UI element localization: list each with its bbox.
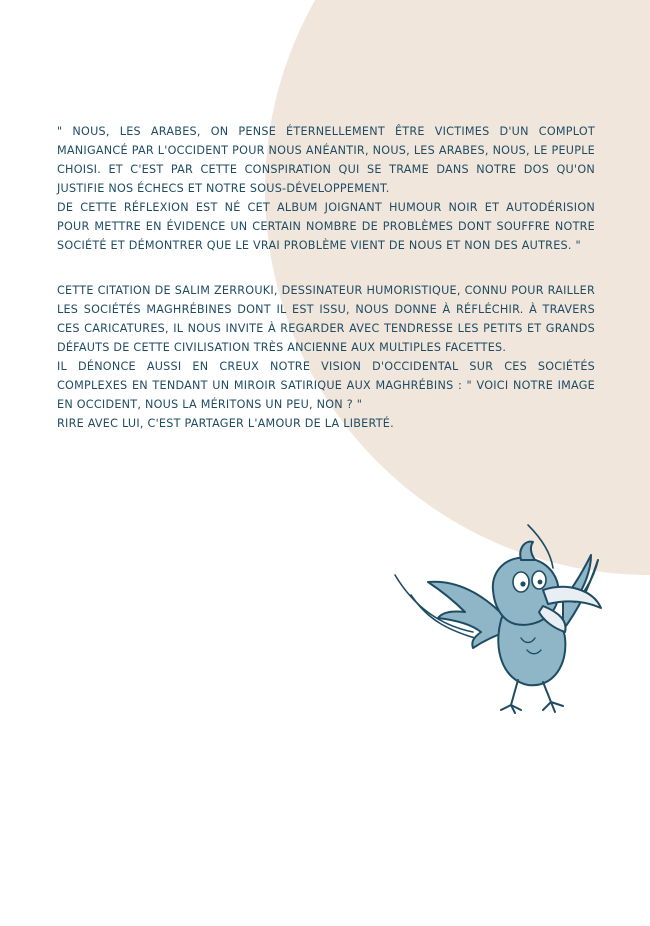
- description-paragraph: RIRE AVEC LUI, C'EST PARTAGER L'AMOUR DE LA LIBERTÉ.: [57, 417, 394, 430]
- quote-paragraph: DE CETTE RÉFLEXION EST NÉ CET ALBUM JOIGNANT HUMOUR NOIR ET AUTODÉRISION POUR METTRE EN ÉVIDENCE UN CERTAIN NOMBRE DE PROBLÈMES DONT SOUFFRE NOTRE SOCIÉTÉ ET DÉMONTRER QUE LE VRAI PROBLÈME VIENT DE NOUS ET NON DES AUTRES. ": [57, 201, 595, 252]
- description-block: [57, 281, 595, 433]
- bird-icon: [393, 520, 608, 715]
- description-paragraph: IL DÉNONCE AUSSI EN CREUX NOTRE VISION D'OCCIDENTAL SUR CES SOCIÉTÉS COMPLEXES EN TENDANT UN MIROIR SATIRIQUE AUX MAGHRÉBINS : " VOICI NOTRE IMAGE EN OCCIDENT, NOUS LA MÉRITONS UN PEU, NON ? ": [57, 360, 595, 411]
- quote-block: [57, 122, 595, 255]
- description-paragraph: CETTE CITATION DE SALIM ZERROUKI, DESSINATEUR HUMORISTIQUE, CONNU POUR RAILLER LES SOCIÉTÉS MAGHRÉBINES DONT IL EST ISSU, NOUS DONNE À RÉFLÉCHIR. À TRAVERS CES CARICATURES, IL NOUS INVITE À REGARDER AVEC TENDRESSE LES PETITS ET GRANDS DÉFAUTS DE CETTE CIVILISATION TRÈS ANCIENNE AUX MULTIPLES FACETTES.: [57, 284, 595, 354]
- quote-paragraph: " NOUS, LES ARABES, ON PENSE ÉTERNELLEMENT ÊTRE VICTIMES D'UN COMPLOT MANIGANCÉ PAR L'OCCIDENT POUR NOUS ANÉANTIR, NOUS, LES ARABES, NOUS, LE PEUPLE CHOISI. ET C'EST PAR CETTE CONSPIRATION QUI SE TRAME DANS NOTRE DOS QU'ON JUSTIFIE NOS ÉCHECS ET NOTRE SOUS-DÉVELOPPEMENT.: [57, 125, 595, 195]
